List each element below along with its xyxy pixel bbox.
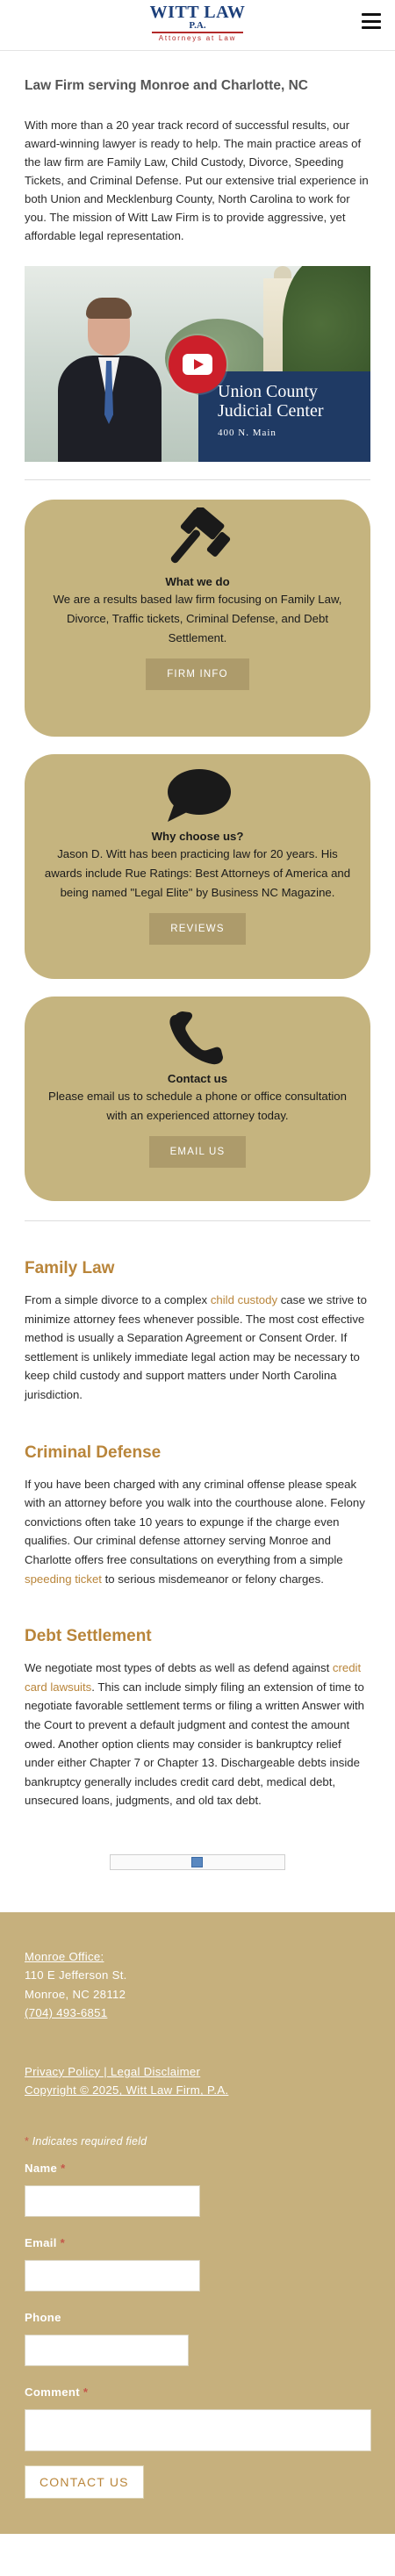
contact-form xyxy=(25,2162,370,2499)
broken-image-icon xyxy=(191,1857,203,1867)
spacer xyxy=(25,2023,370,2062)
video-player[interactable] xyxy=(25,266,370,462)
required-star: * xyxy=(83,2385,89,2399)
logo-subtitle: Attorneys at Law xyxy=(158,34,237,42)
phone-label: Phone xyxy=(25,2310,61,2324)
name-label xyxy=(25,2162,370,2175)
phone-input[interactable] xyxy=(25,2335,189,2366)
card-text: Please email us to schedule a phone or office consultation with an experienced attorney today. xyxy=(48,1090,347,1122)
play-button-inner xyxy=(183,354,212,375)
email-label xyxy=(25,2236,370,2249)
attorney-figure xyxy=(58,301,163,462)
gavel-icon xyxy=(44,508,351,574)
card-text: Jason D. Witt has been practicing law for 20 years. His awards include Rue Ratings: Best Attorneys of America and being named "Legal Elite" by Business NC Magazine. xyxy=(44,847,351,899)
office-street: 110 E Jefferson St. xyxy=(25,1968,127,1982)
family-law-heading: Family Law xyxy=(25,1259,115,1277)
privacy-legal-link[interactable]: Privacy Policy | Legal Disclaimer xyxy=(25,2064,201,2078)
hamburger-menu-icon[interactable] xyxy=(362,13,381,29)
comment-label-text: Comment xyxy=(25,2385,80,2399)
family-law-text-end: case we strive to minimize attorney fees whenever possible. The most cost effective method is usually a Separation Agreement or Consent Order. If settlement is unlikely immediate legal action may be necessary to keep child custody and support matters under North Carolina jurisdiction. xyxy=(25,1293,367,1401)
email-us-button[interactable]: EMAIL US xyxy=(149,1136,247,1168)
play-icon[interactable] xyxy=(169,335,226,393)
card-what-we-do xyxy=(25,500,370,737)
copyright-link[interactable]: Copyright © 2025, Witt Law Firm, P.A. xyxy=(25,2083,229,2097)
card-contact-us xyxy=(25,997,370,1201)
criminal-defense-text xyxy=(25,1475,370,1589)
office-label-link[interactable]: Monroe Office: xyxy=(25,1949,104,1963)
sign-line-1: Union County xyxy=(218,382,318,401)
child-custody-link[interactable]: child custody xyxy=(210,1293,278,1306)
name-input[interactable] xyxy=(25,2185,200,2217)
required-note-text: Indicates required field xyxy=(29,2134,147,2148)
card-text: We are a results based law firm focusing on Family Law, Divorce, Traffic tickets, Criminal Defense, and Debt Settlement. xyxy=(53,593,342,644)
section-divider xyxy=(25,479,370,480)
logo-pa: P.A. xyxy=(189,20,206,31)
debt-settlement-text-start: We negotiate most types of debts as well as defend against xyxy=(25,1661,333,1675)
section-divider xyxy=(25,1220,370,1221)
family-law-text xyxy=(25,1291,370,1405)
attorney-hair xyxy=(86,298,132,319)
reviews-button[interactable]: REVIEWS xyxy=(149,913,245,945)
card-title: What we do xyxy=(165,575,230,588)
firm-info-button[interactable]: FIRM INFO xyxy=(146,658,249,690)
credit-card-lawsuits-link[interactable]: credit card lawsuits xyxy=(25,1661,362,1694)
hamburger-bar xyxy=(362,20,381,23)
intro-text: With more than a 20 year track record of successful results, our award-winning lawyer is ready to help. The main practice areas of the law firm are Family Law, Child Custody, Divorce, Speeding Tickets, and Criminal Defense. Put our extensive trial experience in both Union and Mecklenburg County, North Carolina to work for you. The mission of Witt Law Firm is to provide aggressive, yet affordable legal representation. xyxy=(25,119,369,242)
site-header xyxy=(0,0,395,51)
speech-bubble-icon xyxy=(44,763,351,829)
sign-line-2: Judicial Center xyxy=(218,401,324,421)
family-law-text-start: From a simple divorce to a complex xyxy=(25,1293,211,1306)
phone-link[interactable]: (704) 493-6851 xyxy=(25,2006,108,2020)
main-content xyxy=(0,77,395,1870)
sign-line-3: 400 N. Main xyxy=(218,428,276,438)
comment-textarea[interactable] xyxy=(25,2409,371,2451)
card-title: Why choose us? xyxy=(151,830,244,843)
card-title: Contact us xyxy=(167,1072,228,1085)
email-label-text: Email xyxy=(25,2235,57,2249)
required-star: * xyxy=(61,2161,66,2175)
logo-name: WITT LAW xyxy=(149,3,246,22)
criminal-defense-heading: Criminal Defense xyxy=(25,1443,162,1462)
logo-rule xyxy=(152,32,243,33)
debt-settlement-heading: Debt Settlement xyxy=(25,1627,152,1646)
speeding-ticket-link[interactable]: speeding ticket xyxy=(25,1572,102,1586)
comment-label xyxy=(25,2385,370,2399)
required-star: * xyxy=(25,2134,30,2148)
site-logo[interactable] xyxy=(0,4,395,42)
hamburger-bar xyxy=(362,13,381,16)
name-label-text: Name xyxy=(25,2161,58,2175)
courthouse-sign xyxy=(198,371,370,462)
spacer xyxy=(25,737,370,754)
email-input[interactable] xyxy=(25,2260,200,2292)
required-star: * xyxy=(60,2235,66,2249)
criminal-defense-text-start: If you have been charged with any criminal offense please speak with an attorney before you walk into the courthouse alone. Felony convictions often take 10 years to expunge if the charge even qualifies. Our criminal defense attorney serving Monroe and Charlotte offers free consultations on everything from a simple xyxy=(25,1477,365,1566)
card-why-choose-us xyxy=(25,754,370,979)
required-note xyxy=(25,2135,370,2148)
office-city: Monroe, NC 28112 xyxy=(25,1987,126,2001)
criminal-defense-text-end: to serious misdemeanor or felony charges. xyxy=(101,1572,324,1586)
intro-heading: Law Firm serving Monroe and Charlotte, NC xyxy=(25,78,308,93)
site-footer xyxy=(0,1912,395,2534)
embedded-widget[interactable] xyxy=(110,1854,285,1870)
hamburger-bar xyxy=(362,26,381,29)
contact-us-submit-button[interactable]: CONTACT US xyxy=(25,2465,144,2499)
debt-settlement-text xyxy=(25,1659,370,1810)
debt-settlement-text-end: . This can include simply filing an extension of time to negotiate favorable settlement terms or filing a written Answer with the Court to prevent a default judgment and contest the amount owed. Another option clients may consider is bankruptcy relief under either Chapter 7 or Chapter 13. Dischargeable debts inside bankruptcy generally includes credit card debt, medical debt, unsecured loans, judgments, and old tax debt. xyxy=(25,1680,365,1808)
spacer xyxy=(25,979,370,997)
phone-icon xyxy=(44,1005,351,1071)
